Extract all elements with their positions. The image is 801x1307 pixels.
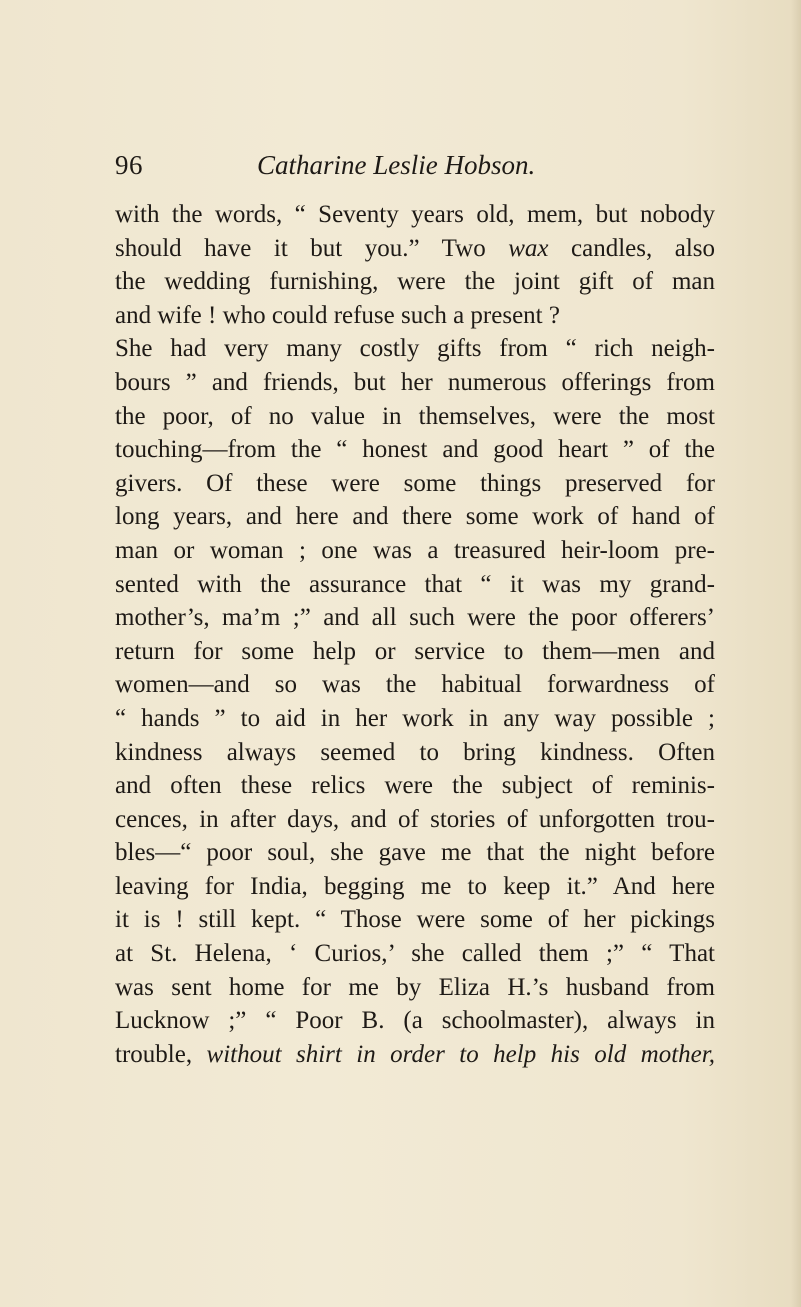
text-line: cences, in after days, and of stories of unforgotten trou- — [115, 805, 715, 833]
text-line: trouble, without shirt in order to help his old mother, — [115, 1040, 715, 1068]
text-line: sented with the assurance that “ it was my grand- — [115, 570, 715, 598]
text-line: the poor, of no value in themselves, were the most — [115, 402, 715, 430]
text-line: and wife ! who could refuse such a present ? — [115, 301, 560, 329]
text-line: with the words, “ Seventy years old, mem, but nobody — [115, 201, 715, 228]
page-header — [115, 150, 735, 190]
text-line: man or woman ; one was a treasured heir-loom pre- — [115, 536, 715, 564]
text-line: long years, and here and there some work of hand of — [115, 503, 715, 531]
text-line: bles—“ poor soul, she gave me that the night before — [115, 839, 715, 867]
text-line: was sent home for me by Eliza H.’s husband from — [115, 973, 715, 1001]
text-line: “ hands ” to aid in her work in any way possible ; — [115, 704, 715, 732]
text-line: leaving for India, begging me to keep it.” And here — [115, 872, 715, 900]
text-line: and often these relics were the subject of reminis- — [115, 772, 715, 800]
text-line: at St. Helena, ‘ Curios,’ she called them ;” “ That — [115, 940, 715, 968]
body-text — [115, 198, 715, 1071]
page-number: 96 — [115, 150, 143, 180]
text-line: mother’s, ma’m ;” and all such were the poor offerers’ — [115, 604, 715, 632]
text-line: She had very many costly gifts from “ rich neigh- — [115, 335, 715, 363]
text-line: it is ! still kept. “ Those were some of her pickings — [115, 906, 715, 934]
running-title: Catharine Leslie Hobson. — [257, 150, 536, 180]
text-line: should have it but you.” Two wax candles, also — [115, 234, 715, 262]
text-line: Lucknow ;” “ Poor B. (a schoolmaster), always in — [115, 1007, 715, 1035]
text-line: kindness always seemed to bring kindness. Often — [115, 738, 715, 766]
text-line: givers. Of these were some things preserved for — [115, 469, 715, 497]
text-line: return for some help or service to them—men and — [115, 637, 715, 665]
text-line: women—and so was the habitual forwardness of — [115, 671, 715, 699]
text-line: touching—from the “ honest and good heart ” of the — [115, 436, 715, 464]
page-edge-shadow — [791, 0, 801, 1307]
text-line: the wedding furnishing, were the joint gift of man — [115, 268, 715, 296]
text-line: bours ” and friends, but her numerous offerings from — [115, 368, 715, 396]
